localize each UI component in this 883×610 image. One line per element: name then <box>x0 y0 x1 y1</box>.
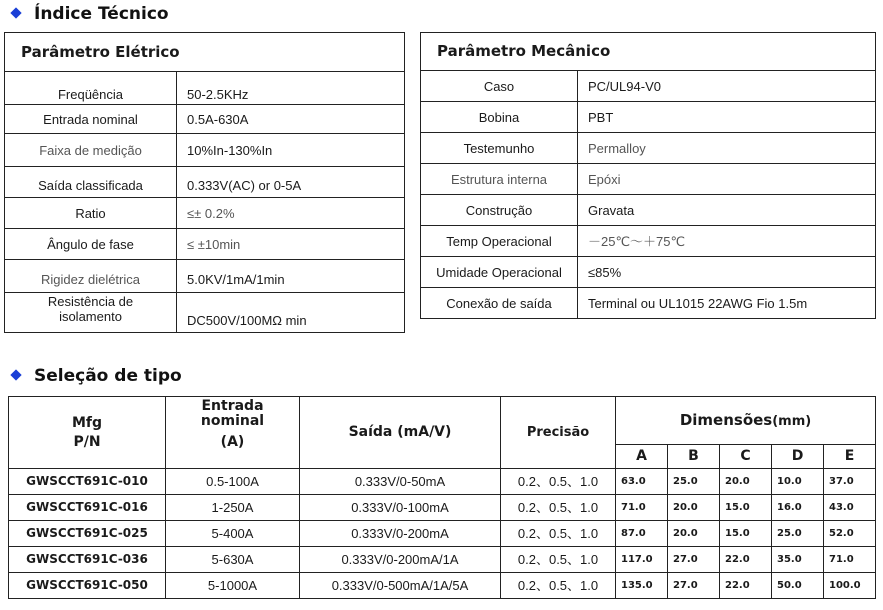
table-row <box>421 257 876 288</box>
output-cell: 0.333V/0-100mA <box>300 495 501 521</box>
dimension-cell: 71.0 <box>616 495 668 521</box>
table-row <box>5 229 405 260</box>
part-number-cell: GWSCCT691C-050 <box>9 573 166 599</box>
table-row <box>5 167 405 198</box>
dimension-cell: 20.0 <box>668 521 720 547</box>
param-label: Bobina <box>421 102 578 133</box>
param-value: 5.0KV/1mA/1min <box>177 260 405 293</box>
table-row <box>421 226 876 257</box>
precision-cell: 0.2、0.5、1.0 <box>501 521 616 547</box>
precision-cell: 0.2、0.5、1.0 <box>501 495 616 521</box>
precision-cell: 0.2、0.5、1.0 <box>501 573 616 599</box>
param-value: DC500V/100MΩ min <box>177 293 405 333</box>
table-row <box>5 198 405 229</box>
electrical-parameters-table <box>4 32 405 333</box>
dimension-cell: 43.0 <box>824 495 876 521</box>
header-pn: Mfg P/N <box>9 397 166 469</box>
input-range-cell: 5-1000A <box>166 573 300 599</box>
header-dim-c: C <box>720 445 772 469</box>
table-row <box>421 288 876 319</box>
part-number-cell: GWSCCT691C-016 <box>9 495 166 521</box>
table-row <box>5 105 405 134</box>
input-range-cell: 5-400A <box>166 521 300 547</box>
param-value: Permalloy <box>578 133 876 164</box>
table-row <box>421 102 876 133</box>
table-row <box>5 134 405 167</box>
dimension-cell: 22.0 <box>720 547 772 573</box>
dimension-cell: 10.0 <box>772 469 824 495</box>
type-selection-table <box>8 396 876 599</box>
header-dimensions: Dimensões(mm) <box>616 397 876 445</box>
header-dim-e: E <box>824 445 876 469</box>
param-label: Ângulo de fase <box>5 229 177 260</box>
param-label: Caso <box>421 71 578 102</box>
param-label: Testemunho <box>421 133 578 164</box>
param-label: Resistência de isolamento <box>5 293 177 333</box>
dimension-cell: 25.0 <box>772 521 824 547</box>
dimension-cell: 37.0 <box>824 469 876 495</box>
param-value: ≤85% <box>578 257 876 288</box>
dimension-cell: 87.0 <box>616 521 668 547</box>
output-cell: 0.333V/0-50mA <box>300 469 501 495</box>
param-label: Ratio <box>5 198 177 229</box>
dimension-cell: 100.0 <box>824 573 876 599</box>
precision-cell: 0.2、0.5、1.0 <box>501 547 616 573</box>
param-label: Temp Operacional <box>421 226 578 257</box>
input-range-cell: 1-250A <box>166 495 300 521</box>
param-value: ≤ ±10min <box>177 229 405 260</box>
dimension-cell: 27.0 <box>668 573 720 599</box>
table-row <box>9 495 876 521</box>
table-row <box>5 72 405 105</box>
param-value: －25℃～＋75℃ <box>578 226 876 257</box>
diamond-bullet-icon <box>10 369 21 380</box>
electrical-header: Parâmetro Elétrico <box>5 33 405 72</box>
table-row <box>9 547 876 573</box>
mechanical-header: Parâmetro Mecânico <box>421 33 876 71</box>
param-value: 0.333V(AC) or 0-5A <box>177 167 405 198</box>
header-precision: Precisão <box>501 397 616 469</box>
dimension-cell: 50.0 <box>772 573 824 599</box>
mechanical-parameters-table <box>420 32 876 319</box>
param-label: Umidade Operacional <box>421 257 578 288</box>
param-value: 50-2.5KHz <box>177 72 405 105</box>
table-row <box>421 164 876 195</box>
header-dim-a: A <box>616 445 668 469</box>
dimension-cell: 15.0 <box>720 521 772 547</box>
dimension-cell: 16.0 <box>772 495 824 521</box>
header-output: Saída (mA/V) <box>300 397 501 469</box>
param-label: Rigidez dielétrica <box>5 260 177 293</box>
dimension-cell: 27.0 <box>668 547 720 573</box>
tech-section-title: Índice Técnico <box>8 4 169 24</box>
selection-rows <box>9 469 876 599</box>
header-dim-b: B <box>668 445 720 469</box>
dimension-cell: 63.0 <box>616 469 668 495</box>
table-row <box>421 195 876 226</box>
table-row <box>5 293 405 333</box>
table-row <box>9 521 876 547</box>
param-value: Terminal ou UL1015 22AWG Fio 1.5m <box>578 288 876 319</box>
output-cell: 0.333V/0-200mA/1A <box>300 547 501 573</box>
param-value: PC/UL94-V0 <box>578 71 876 102</box>
diamond-bullet-icon <box>10 7 21 18</box>
table-row <box>421 71 876 102</box>
dimension-cell: 20.0 <box>668 495 720 521</box>
dimension-cell: 35.0 <box>772 547 824 573</box>
part-number-cell: GWSCCT691C-036 <box>9 547 166 573</box>
param-label: Construção <box>421 195 578 226</box>
table-row <box>421 133 876 164</box>
param-value: ≤± 0.2% <box>177 198 405 229</box>
precision-cell: 0.2、0.5、1.0 <box>501 469 616 495</box>
output-cell: 0.333V/0-200mA <box>300 521 501 547</box>
selection-section-title: Seleção de tipo <box>8 366 182 386</box>
dimension-cell: 25.0 <box>668 469 720 495</box>
table-row <box>9 573 876 599</box>
input-range-cell: 0.5-100A <box>166 469 300 495</box>
param-label: Freqüência <box>5 72 177 105</box>
param-label: Conexão de saída <box>421 288 578 319</box>
dimension-cell: 20.0 <box>720 469 772 495</box>
table-row <box>5 260 405 293</box>
dimension-cell: 22.0 <box>720 573 772 599</box>
param-value: Gravata <box>578 195 876 226</box>
dimension-cell: 71.0 <box>824 547 876 573</box>
dimension-cell: 135.0 <box>616 573 668 599</box>
part-number-cell: GWSCCT691C-025 <box>9 521 166 547</box>
param-value: PBT <box>578 102 876 133</box>
input-range-cell: 5-630A <box>166 547 300 573</box>
param-value: Epóxi <box>578 164 876 195</box>
param-value: 10%In-130%In <box>177 134 405 167</box>
param-value: 0.5A-630A <box>177 105 405 134</box>
header-dim-d: D <box>772 445 824 469</box>
param-label: Estrutura interna <box>421 164 578 195</box>
dimension-cell: 15.0 <box>720 495 772 521</box>
part-number-cell: GWSCCT691C-010 <box>9 469 166 495</box>
param-label: Saída classificada <box>5 167 177 198</box>
output-cell: 0.333V/0-500mA/1A/5A <box>300 573 501 599</box>
dimension-cell: 117.0 <box>616 547 668 573</box>
param-label: Entrada nominal <box>5 105 177 134</box>
table-row <box>9 469 876 495</box>
param-label: Faixa de medição <box>5 134 177 167</box>
dimension-cell: 52.0 <box>824 521 876 547</box>
header-input: Entrada nominal (A) <box>166 397 300 469</box>
